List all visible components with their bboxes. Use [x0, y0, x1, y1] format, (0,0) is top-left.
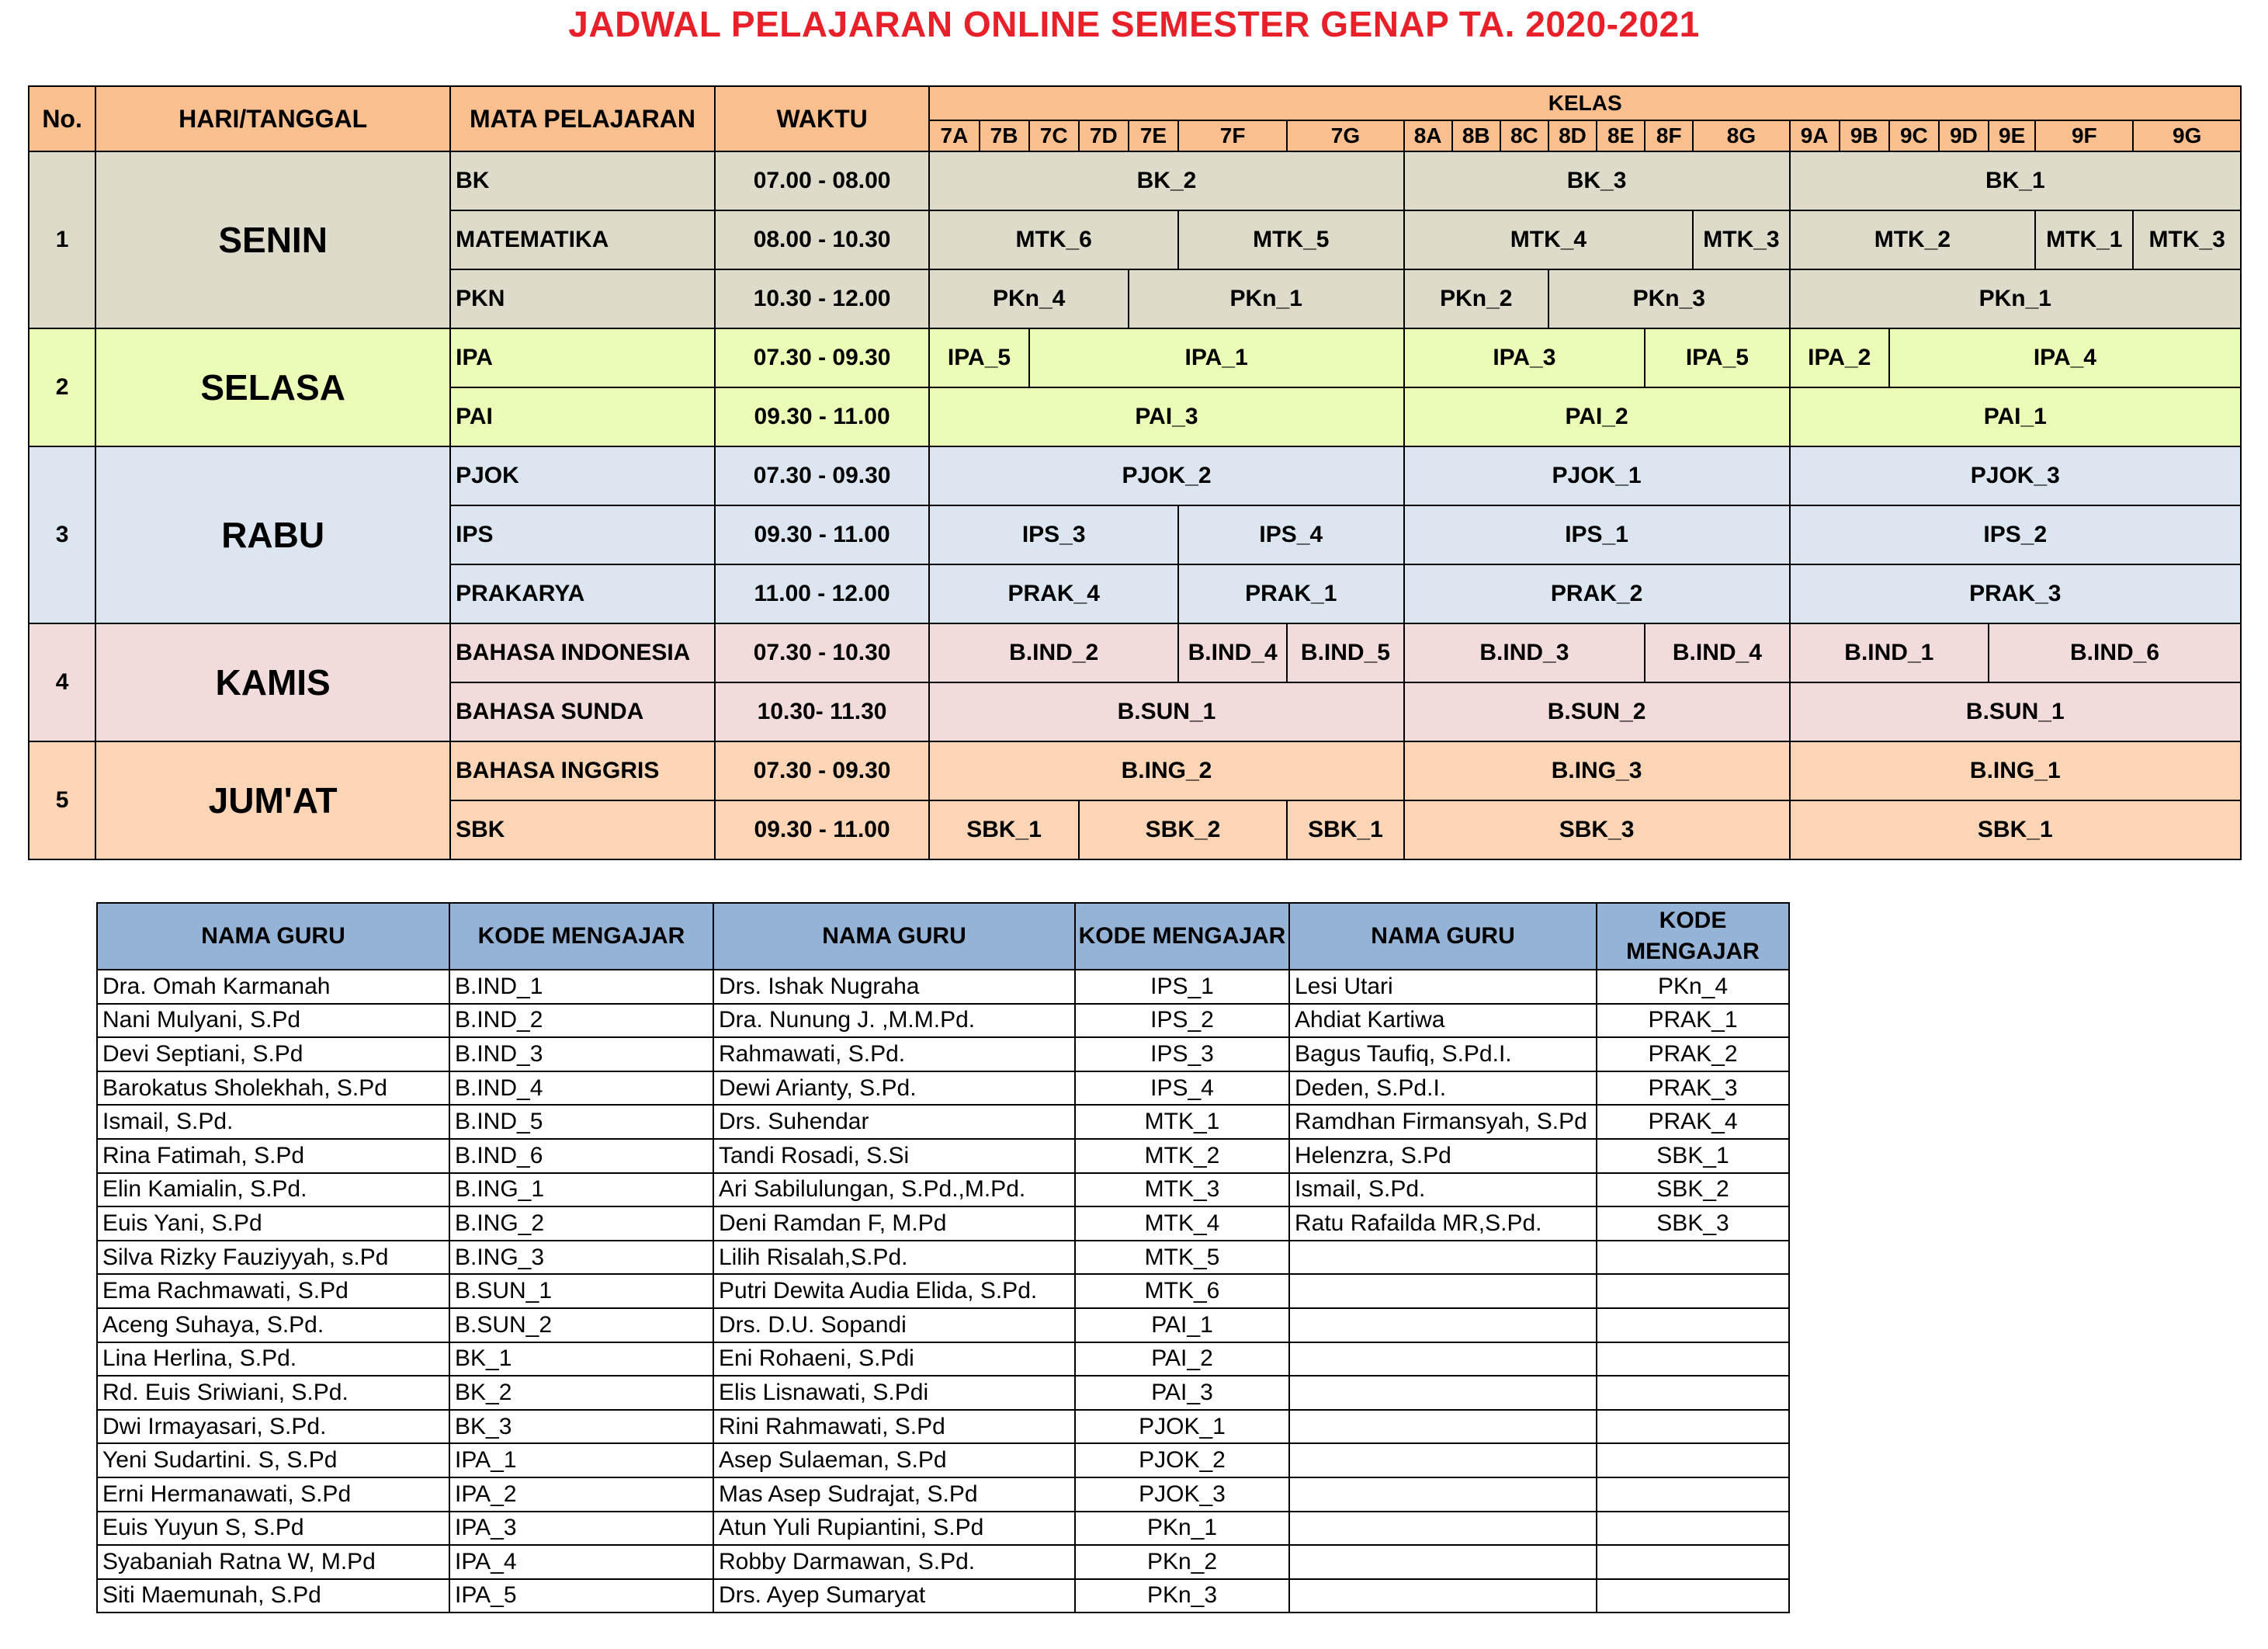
class-header-cell: 8B: [1452, 120, 1500, 151]
table-row: [97, 1308, 1789, 1342]
teacher-name-cell: Ismail, S.Pd.: [97, 1105, 449, 1139]
teacher-header-row: [97, 903, 1789, 970]
teaching-code-cell: PJOK_1: [1075, 1410, 1289, 1444]
teaching-code-cell: SBK_2: [1597, 1173, 1789, 1207]
teacher-name-cell: Yeni Sudartini. S, S.Pd: [97, 1443, 449, 1477]
teaching-code-cell: [1597, 1579, 1789, 1613]
table-row: [97, 1241, 1789, 1275]
teaching-code-cell: B.IND_4: [449, 1071, 713, 1106]
day-number: 4: [29, 623, 95, 741]
day-name: JUM'AT: [95, 741, 450, 859]
teaching-code-cell: BK_3: [449, 1410, 713, 1444]
teacher-name-cell: Dewi Arianty, S.Pd.: [713, 1071, 1075, 1106]
teaching-code-cell: MTK_2: [1075, 1139, 1289, 1173]
table-row: [97, 1376, 1789, 1410]
day-name: SENIN: [95, 151, 450, 328]
teacher-name-cell: Robby Darmawan, S.Pd.: [713, 1545, 1075, 1579]
teaching-code-cell: B.ING_2: [449, 1206, 713, 1241]
table-row: [97, 1443, 1789, 1477]
class-code-cell: PKn_1: [1129, 269, 1404, 328]
time-cell: 07.30 - 09.30: [715, 446, 930, 505]
class-header-cell: 9A: [1790, 120, 1840, 151]
class-code-cell: B.IND_1: [1790, 623, 1989, 682]
teaching-code-cell: MTK_4: [1075, 1206, 1289, 1241]
table-row: [97, 1037, 1789, 1071]
teaching-code-cell: PRAK_2: [1597, 1037, 1789, 1071]
class-code-cell: BK_2: [929, 151, 1403, 210]
table-row: [97, 1579, 1789, 1613]
class-header-cell: 8E: [1597, 120, 1645, 151]
teacher-name-cell: Ahdiat Kartiwa: [1289, 1004, 1597, 1038]
class-code-cell: IPS_2: [1790, 505, 2241, 564]
teacher-name-cell: Deni Ramdan F, M.Pd: [713, 1206, 1075, 1241]
teacher-name-cell: Dwi Irmayasari, S.Pd.: [97, 1410, 449, 1444]
class-code-cell: PAI_1: [1790, 387, 2241, 446]
teacher-name-cell: Ramdhan Firmansyah, S.Pd: [1289, 1105, 1597, 1139]
page-title: JADWAL PELAJARAN ONLINE SEMESTER GENAP TA. 2020-2021: [568, 4, 1700, 44]
teacher-name-cell: Dra. Omah Karmanah: [97, 970, 449, 1004]
teaching-code-cell: MTK_1: [1075, 1105, 1289, 1139]
table-row: [97, 1477, 1789, 1512]
teaching-code-cell: PRAK_3: [1597, 1071, 1789, 1106]
teaching-code-cell: MTK_5: [1075, 1241, 1289, 1275]
teacher-name-cell: [1289, 1443, 1597, 1477]
teacher-name-cell: Elis Lisnawati, S.Pdi: [713, 1376, 1075, 1410]
teacher-name-cell: Drs. D.U. Sopandi: [713, 1308, 1075, 1342]
class-header-cell: 8C: [1500, 120, 1548, 151]
teacher-name-cell: Mas Asep Sudrajat, S.Pd: [713, 1477, 1075, 1512]
class-header-cell: 8G: [1693, 120, 1789, 151]
class-code-cell: PAI_2: [1404, 387, 1790, 446]
day-number: 3: [29, 446, 95, 623]
class-code-cell: B.IND_6: [1989, 623, 2241, 682]
teaching-code-cell: IPS_3: [1075, 1037, 1289, 1071]
teaching-code-cell: [1597, 1443, 1789, 1477]
teaching-code-cell: B.ING_1: [449, 1173, 713, 1207]
time-cell: 07.30 - 09.30: [715, 328, 930, 387]
class-header-cell: 9D: [1939, 120, 1989, 151]
teaching-code-cell: PJOK_2: [1075, 1443, 1289, 1477]
teaching-code-cell: PRAK_4: [1597, 1105, 1789, 1139]
day-number: 2: [29, 328, 95, 446]
teaching-code-cell: B.IND_1: [449, 970, 713, 1004]
class-header-cell: 8D: [1548, 120, 1597, 151]
teaching-code-cell: BK_1: [449, 1342, 713, 1376]
class-code-cell: B.SUN_1: [1790, 682, 2241, 741]
time-cell: 08.00 - 10.30: [715, 210, 930, 269]
teacher-name-cell: Syabaniah Ratna W, M.Pd: [97, 1545, 449, 1579]
table-row: [97, 1206, 1789, 1241]
teacher-name-cell: Euis Yani, S.Pd: [97, 1206, 449, 1241]
class-code-cell: B.IND_3: [1404, 623, 1646, 682]
table-row: [97, 1410, 1789, 1444]
subject-cell: PKN: [450, 269, 715, 328]
class-code-cell: BK_3: [1404, 151, 1790, 210]
teaching-code-cell: IPA_4: [449, 1545, 713, 1579]
class-code-cell: PKn_2: [1404, 269, 1548, 328]
schedule-table: [28, 85, 2242, 860]
teaching-code-cell: PKn_2: [1075, 1545, 1289, 1579]
class-header-cell: 7E: [1129, 120, 1178, 151]
class-code-cell: PRAK_4: [929, 564, 1178, 623]
class-code-cell: IPA_5: [1645, 328, 1789, 387]
subject-cell: SBK: [450, 800, 715, 859]
subject-cell: BK: [450, 151, 715, 210]
class-code-cell: MTK_1: [2035, 210, 2133, 269]
teaching-code-cell: B.SUN_1: [449, 1274, 713, 1308]
table-row: [97, 1173, 1789, 1207]
class-header-cell: 9C: [1889, 120, 1939, 151]
class-code-cell: IPA_5: [929, 328, 1028, 387]
teacher-name-cell: Drs. Suhendar: [713, 1105, 1075, 1139]
teacher-name-cell: Ratu Rafailda MR,S.Pd.: [1289, 1206, 1597, 1241]
class-header-cell: 7G: [1287, 120, 1403, 151]
class-code-cell: PKn_3: [1548, 269, 1790, 328]
class-code-cell: B.IND_2: [929, 623, 1178, 682]
teaching-code-header: KODE MENGAJAR: [449, 903, 713, 970]
class-code-cell: B.IND_4: [1178, 623, 1287, 682]
teaching-code-cell: [1597, 1274, 1789, 1308]
teaching-code-cell: [1597, 1410, 1789, 1444]
class-header-cell: 7C: [1029, 120, 1079, 151]
teaching-code-cell: B.IND_3: [449, 1037, 713, 1071]
class-header-cell: 8F: [1645, 120, 1693, 151]
time-cell: 10.30- 11.30: [715, 682, 930, 741]
teacher-name-cell: Nani Mulyani, S.Pd: [97, 1004, 449, 1038]
subject-cell: PAI: [450, 387, 715, 446]
teaching-code-cell: SBK_3: [1597, 1206, 1789, 1241]
teacher-name-cell: Rahmawati, S.Pd.: [713, 1037, 1075, 1071]
time-cell: 10.30 - 12.00: [715, 269, 930, 328]
class-code-cell: BK_1: [1790, 151, 2241, 210]
class-header-cell: 8A: [1404, 120, 1452, 151]
class-code-cell: B.ING_2: [929, 741, 1403, 800]
header-no: No.: [29, 86, 95, 151]
teacher-name-cell: Lesi Utari: [1289, 970, 1597, 1004]
table-row: [97, 970, 1789, 1004]
header-time: WAKTU: [715, 86, 930, 151]
class-code-cell: B.ING_1: [1790, 741, 2241, 800]
teacher-name-cell: Ema Rachmawati, S.Pd: [97, 1274, 449, 1308]
teacher-name-cell: Atun Yuli Rupiantini, S.Pd: [713, 1512, 1075, 1546]
class-code-cell: B.SUN_2: [1404, 682, 1790, 741]
table-row: [97, 1004, 1789, 1038]
teaching-code-header: KODE MENGAJAR: [1597, 903, 1789, 970]
teacher-name-header: NAMA GURU: [713, 903, 1075, 970]
teacher-name-cell: Rini Rahmawati, S.Pd: [713, 1410, 1075, 1444]
teaching-code-cell: IPS_4: [1075, 1071, 1289, 1106]
teacher-name-cell: [1289, 1410, 1597, 1444]
teaching-code-cell: PAI_2: [1075, 1342, 1289, 1376]
header-kelas: KELAS: [929, 86, 2241, 120]
teacher-name-cell: Euis Yuyun S, S.Pd: [97, 1512, 449, 1546]
class-header-cell: 7D: [1079, 120, 1129, 151]
teaching-code-cell: IPA_2: [449, 1477, 713, 1512]
teaching-code-cell: PKn_1: [1075, 1512, 1289, 1546]
teacher-name-cell: Rina Fatimah, S.Pd: [97, 1139, 449, 1173]
header-subject: MATA PELAJARAN: [450, 86, 715, 151]
class-code-cell: IPA_1: [1029, 328, 1404, 387]
teacher-name-cell: Drs. Ayep Sumaryat: [713, 1579, 1075, 1613]
class-code-cell: SBK_2: [1079, 800, 1288, 859]
class-code-cell: PRAK_2: [1404, 564, 1790, 623]
teaching-code-cell: [1597, 1545, 1789, 1579]
class-header-cell: 9F: [2035, 120, 2133, 151]
class-code-cell: PJOK_2: [929, 446, 1403, 505]
class-code-cell: SBK_3: [1404, 800, 1790, 859]
teacher-name-cell: Elin Kamialin, S.Pd.: [97, 1173, 449, 1207]
teaching-code-cell: [1597, 1308, 1789, 1342]
class-code-cell: PRAK_3: [1790, 564, 2241, 623]
day-name: RABU: [95, 446, 450, 623]
class-code-cell: SBK_1: [929, 800, 1078, 859]
teacher-name-cell: Siti Maemunah, S.Pd: [97, 1579, 449, 1613]
class-code-cell: IPS_4: [1178, 505, 1404, 564]
teacher-code-table: [96, 902, 1790, 1613]
class-code-cell: IPS_1: [1404, 505, 1790, 564]
class-code-cell: IPA_2: [1790, 328, 1889, 387]
class-code-cell: PAI_3: [929, 387, 1403, 446]
class-code-cell: PKn_4: [929, 269, 1129, 328]
class-code-cell: B.ING_3: [1404, 741, 1790, 800]
teaching-code-cell: [1597, 1512, 1789, 1546]
time-cell: 07.30 - 09.30: [715, 741, 930, 800]
time-cell: 09.30 - 11.00: [715, 800, 930, 859]
teacher-name-cell: Dra. Nunung J. ,M.M.Pd.: [713, 1004, 1075, 1038]
day-name: SELASA: [95, 328, 450, 446]
teaching-code-cell: B.IND_2: [449, 1004, 713, 1038]
teaching-code-cell: BK_2: [449, 1376, 713, 1410]
class-code-cell: IPS_3: [929, 505, 1178, 564]
class-code-cell: PJOK_3: [1790, 446, 2241, 505]
teacher-name-cell: [1289, 1308, 1597, 1342]
table-row: [97, 1274, 1789, 1308]
teaching-code-cell: PAI_1: [1075, 1308, 1289, 1342]
teaching-code-cell: MTK_3: [1075, 1173, 1289, 1207]
teacher-name-cell: Rd. Euis Sriwiani, S.Pd.: [97, 1376, 449, 1410]
teaching-code-cell: PKn_4: [1597, 970, 1789, 1004]
time-cell: 11.00 - 12.00: [715, 564, 930, 623]
class-code-cell: MTK_6: [929, 210, 1178, 269]
teaching-code-cell: IPA_1: [449, 1443, 713, 1477]
table-row: [97, 1105, 1789, 1139]
teaching-code-cell: IPA_5: [449, 1579, 713, 1613]
time-cell: 07.30 - 10.30: [715, 623, 930, 682]
day-name: KAMIS: [95, 623, 450, 741]
teacher-name-cell: Helenzra, S.Pd: [1289, 1139, 1597, 1173]
class-code-cell: PJOK_1: [1404, 446, 1790, 505]
class-code-cell: B.IND_5: [1287, 623, 1403, 682]
teaching-code-cell: IPS_1: [1075, 970, 1289, 1004]
teacher-name-cell: Barokatus Sholekhah, S.Pd: [97, 1071, 449, 1106]
teacher-name-cell: Tandi Rosadi, S.Si: [713, 1139, 1075, 1173]
teacher-name-cell: Silva Rizky Fauziyyah, s.Pd: [97, 1241, 449, 1275]
class-code-cell: MTK_4: [1404, 210, 1694, 269]
teacher-name-cell: [1289, 1579, 1597, 1613]
teaching-code-cell: [1597, 1342, 1789, 1376]
teacher-name-cell: Bagus Taufiq, S.Pd.I.: [1289, 1037, 1597, 1071]
class-code-cell: SBK_1: [1287, 800, 1403, 859]
teacher-name-cell: Asep Sulaeman, S.Pd: [713, 1443, 1075, 1477]
class-header-cell: 9E: [1989, 120, 2035, 151]
time-cell: 09.30 - 11.00: [715, 505, 930, 564]
subject-cell: BAHASA INGGRIS: [450, 741, 715, 800]
table-row: [97, 1512, 1789, 1546]
table-row: [97, 1071, 1789, 1106]
class-header-cell: 9B: [1840, 120, 1889, 151]
teaching-code-cell: IPA_3: [449, 1512, 713, 1546]
class-code-cell: MTK_2: [1790, 210, 2036, 269]
class-header-cell: 7A: [929, 120, 979, 151]
teacher-name-cell: [1289, 1477, 1597, 1512]
teaching-code-cell: MTK_6: [1075, 1274, 1289, 1308]
class-code-cell: B.IND_4: [1645, 623, 1789, 682]
subject-cell: MATEMATIKA: [450, 210, 715, 269]
teaching-code-cell: [1597, 1376, 1789, 1410]
class-code-cell: MTK_5: [1178, 210, 1404, 269]
teaching-code-cell: [1597, 1477, 1789, 1512]
teacher-name-cell: Lilih Risalah,S.Pd.: [713, 1241, 1075, 1275]
teaching-code-cell: B.ING_3: [449, 1241, 713, 1275]
teaching-code-cell: [1597, 1241, 1789, 1275]
teacher-name-cell: Aceng Suhaya, S.Pd.: [97, 1308, 449, 1342]
class-code-cell: MTK_3: [1693, 210, 1789, 269]
class-code-cell: PKn_1: [1790, 269, 2241, 328]
teacher-name-header: NAMA GURU: [97, 903, 449, 970]
teacher-name-cell: Ismail, S.Pd.: [1289, 1173, 1597, 1207]
table-row: [97, 1342, 1789, 1376]
table-row: [97, 1139, 1789, 1173]
class-header-cell: 7B: [980, 120, 1029, 151]
subject-cell: IPS: [450, 505, 715, 564]
time-cell: 09.30 - 11.00: [715, 387, 930, 446]
teacher-name-header: NAMA GURU: [1289, 903, 1597, 970]
teacher-name-cell: [1289, 1376, 1597, 1410]
day-number: 5: [29, 741, 95, 859]
class-code-cell: IPA_3: [1404, 328, 1646, 387]
teaching-code-cell: PJOK_3: [1075, 1477, 1289, 1512]
class-header-cell: 9G: [2133, 120, 2241, 151]
class-code-cell: MTK_3: [2133, 210, 2241, 269]
teaching-code-cell: PAI_3: [1075, 1376, 1289, 1410]
teacher-name-cell: Erni Hermanawati, S.Pd: [97, 1477, 449, 1512]
class-code-cell: B.SUN_1: [929, 682, 1403, 741]
subject-cell: IPA: [450, 328, 715, 387]
class-code-cell: IPA_4: [1889, 328, 2241, 387]
teaching-code-cell: SBK_1: [1597, 1139, 1789, 1173]
table-row: [97, 1545, 1789, 1579]
teacher-name-cell: Eni Rohaeni, S.Pdi: [713, 1342, 1075, 1376]
subject-cell: PJOK: [450, 446, 715, 505]
teaching-code-cell: B.IND_5: [449, 1105, 713, 1139]
teacher-name-cell: [1289, 1512, 1597, 1546]
teacher-name-cell: Devi Septiani, S.Pd: [97, 1037, 449, 1071]
teacher-name-cell: Putri Dewita Audia Elida, S.Pd.: [713, 1274, 1075, 1308]
teacher-name-cell: [1289, 1545, 1597, 1579]
teaching-code-cell: IPS_2: [1075, 1004, 1289, 1038]
teaching-code-cell: PRAK_1: [1597, 1004, 1789, 1038]
teacher-name-cell: [1289, 1342, 1597, 1376]
teaching-code-cell: PKn_3: [1075, 1579, 1289, 1613]
class-code-cell: SBK_1: [1790, 800, 2241, 859]
teaching-code-cell: B.SUN_2: [449, 1308, 713, 1342]
teacher-name-cell: Lina Herlina, S.Pd.: [97, 1342, 449, 1376]
teaching-code-cell: B.IND_6: [449, 1139, 713, 1173]
subject-cell: BAHASA SUNDA: [450, 682, 715, 741]
teacher-name-cell: Drs. Ishak Nugraha: [713, 970, 1075, 1004]
subject-cell: BAHASA INDONESIA: [450, 623, 715, 682]
teacher-name-cell: Deden, S.Pd.I.: [1289, 1071, 1597, 1106]
class-header-cell: 7F: [1178, 120, 1287, 151]
header-day: HARI/TANGGAL: [95, 86, 450, 151]
teacher-name-cell: Ari Sabilulungan, S.Pd.,M.Pd.: [713, 1173, 1075, 1207]
class-code-cell: PRAK_1: [1178, 564, 1404, 623]
day-number: 1: [29, 151, 95, 328]
teacher-name-cell: [1289, 1241, 1597, 1275]
teaching-code-header: KODE MENGAJAR: [1075, 903, 1289, 970]
subject-cell: PRAKARYA: [450, 564, 715, 623]
time-cell: 07.00 - 08.00: [715, 151, 930, 210]
teacher-name-cell: [1289, 1274, 1597, 1308]
